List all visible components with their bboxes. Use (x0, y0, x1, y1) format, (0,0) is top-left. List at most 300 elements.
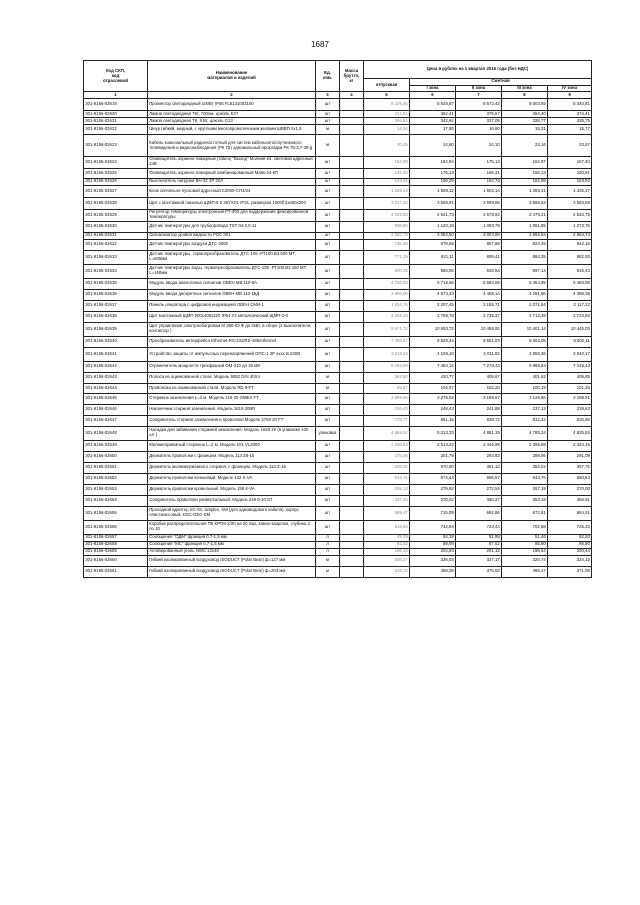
row-price-zone-3: 320,74 (502, 555, 548, 566)
row-price-release: 306,27 (364, 555, 410, 566)
table-row (84, 264, 592, 278)
row-price-zone-4: 239,63 (548, 404, 592, 415)
row-price-zone-4: 3 583,59 (548, 197, 592, 209)
row-price-zone-2: 8 651,03 (456, 336, 502, 347)
row-name: Соединитель проволоки универсальный. Модель 249 8-10 ST (148, 495, 316, 506)
table-row (84, 111, 592, 118)
header-row-1 (84, 61, 592, 79)
row-price-zone-1: 2 768,78 (410, 311, 456, 322)
table-row (84, 232, 592, 239)
row-price-zone-2: 360,27 (456, 495, 502, 506)
row-mass (340, 99, 364, 111)
row-code: 301-8156-02648 (84, 426, 148, 440)
row-price-zone-2: 337,05 (456, 118, 502, 125)
row-unit: упаковка (316, 426, 340, 440)
row-price-zone-3: 237,13 (502, 404, 548, 415)
row-price-release: 145,32 (364, 168, 410, 178)
row-mass (340, 125, 364, 135)
row-unit: м (316, 135, 340, 157)
row-price-zone-2: 3 189,67 (456, 393, 502, 404)
row-price-zone-2: 2 446,98 (456, 440, 502, 451)
row-price-zone-3: 156,13 (502, 168, 548, 178)
row-price-zone-3: 824,45 (502, 239, 548, 250)
row-mass (340, 426, 364, 440)
row-price-zone-4: 291,09 (548, 451, 592, 462)
column-number-row (84, 92, 592, 99)
row-unit: шт (316, 239, 340, 250)
row-name: Шнур гибкий, медный, с круглыми многопроволочными жилами ШВВП 2х1,5 (148, 125, 316, 135)
row-name: Соединитель стержня заземления и проволоки Модель 2760 20 FT (148, 415, 316, 426)
row-price-zone-3: 198,54 (502, 548, 548, 555)
row-code: 301-8156-02635 (84, 278, 148, 289)
row-price-zone-4: 15,77 (548, 125, 592, 135)
row-price-zone-3: 23,16 (502, 135, 548, 157)
row-unit: шт (316, 336, 340, 347)
row-price-zone-3: 643,76 (502, 473, 548, 484)
row-code: 301-8156-02654 (84, 495, 148, 506)
row-price-zone-2: 475,52 (456, 566, 502, 577)
row-name: Датчик температуры воздуха ДТС-3005 (148, 239, 316, 250)
row-price-zone-2: 2 578,92 (456, 209, 502, 221)
row-mass (340, 484, 364, 495)
table-row (84, 322, 592, 336)
row-price-zone-1: 3 668,91 (410, 197, 456, 209)
page-number: 1687 (311, 40, 329, 49)
row-mass (340, 111, 364, 118)
row-price-zone-4: 167,40 (548, 157, 592, 169)
row-name: Датчик температуры, термопреобразователь ДТС-105 -РТ100.В3.500 МТ, L=500мм (148, 250, 316, 264)
row-code: 301-8156-02637 (84, 300, 148, 311)
header-name: Наименование материалов и изделий (148, 61, 316, 92)
row-price-zone-1: 176,13 (410, 168, 456, 178)
row-price-release: 337,25 (364, 495, 410, 506)
row-code: 301-8156-02652 (84, 473, 148, 484)
header-zone-2: II зона (456, 85, 502, 92)
row-price-release: 14,94 (364, 125, 410, 135)
row-price-zone-1: 370,02 (410, 495, 456, 506)
row-unit: м (316, 125, 340, 135)
row-price-zone-4: 2 424,15 (548, 440, 592, 451)
row-price-zone-2: 175,13 (456, 157, 502, 169)
row-price-zone-3: 267,19 (502, 484, 548, 495)
row-code: 301-8156-02636 (84, 289, 148, 300)
row-price-zone-3: 6 995,53 (502, 361, 548, 372)
row-price-release: 1 834,76 (364, 300, 410, 311)
row-mass (340, 197, 364, 209)
row-unit: шт (316, 111, 340, 118)
row-price-zone-2: 7 278,43 (456, 361, 502, 372)
row-price-release: 2 580,79 (364, 232, 410, 239)
row-name: Лампа светодиодная Т8, 9 Вт, цоколь G13 (148, 118, 316, 125)
row-mass (340, 541, 364, 548)
row-code: 301-8156-02628 (84, 197, 148, 209)
table-row (84, 440, 592, 451)
row-mass (340, 185, 364, 197)
row-name: Наконечник стержня заземления. Модель 1819 20BR (148, 404, 316, 415)
row-mass (340, 451, 364, 462)
row-code: 301-8156-02650 (84, 451, 148, 462)
row-name: Проходной адаптер SC-SC simplex, SM (для одномодового кабеля), корпус пластмассовый, DSC-DSC-SM (148, 506, 316, 520)
row-price-zone-2: 1 502,14 (456, 185, 502, 197)
row-price-zone-1: 204,93 (410, 548, 456, 555)
row-mass (340, 473, 364, 484)
row-price-release: 49,39 (364, 534, 410, 541)
row-code: 301-8156-02639 (84, 322, 148, 336)
row-price-zone-4: 2 954,74 (548, 232, 592, 239)
row-name: Гибкий изолированный воздуховод ISODUCT (Polar Bear) ф=127 мм (148, 555, 316, 566)
row-unit: шт (316, 250, 340, 264)
row-code: 301-8156-02660 (84, 555, 148, 566)
row-unit: шт (316, 520, 340, 534)
table-row (84, 383, 592, 393)
row-mass (340, 372, 364, 383)
row-price-zone-4: 200,44 (548, 548, 592, 555)
row-price-zone-1: 184,94 (410, 157, 456, 169)
row-price-zone-3: 2 892,54 (502, 232, 548, 239)
row-name: Выключатель нагрузки ВН-32 2Р 20А (148, 178, 316, 185)
row-price-zone-1: 248,43 (410, 404, 456, 415)
row-price-release: 3 413,44 (364, 347, 410, 361)
table-row (84, 426, 592, 440)
row-mass (340, 440, 364, 451)
row-mass (340, 289, 364, 300)
row-price-zone-2: 24,10 (456, 135, 502, 157)
row-code: 301-8156-02626 (84, 178, 148, 185)
row-price-release: 363,50 (364, 372, 410, 383)
table-row (84, 541, 592, 548)
row-code: 301-8156-02643 (84, 372, 148, 383)
row-price-zone-3: 3 568,53 (502, 197, 548, 209)
row-price-release: 3 800,00 (364, 289, 410, 300)
row-name: Блок сигнально-пусковой адресный С2000-СП4/24 (148, 185, 316, 197)
row-price-zone-4: 4 388,38 (548, 289, 592, 300)
row-unit: шт (316, 278, 340, 289)
row-name: Коробка распределительная ПК КРТМ-2/20 на 20 пар, замок-защелка, глубина 2 по 10 (148, 520, 316, 534)
row-price-release: 255,13 (364, 484, 410, 495)
row-price-release: 589,47 (364, 506, 410, 520)
row-price-zone-3: 2 071,64 (502, 300, 548, 311)
row-unit: м (316, 555, 340, 566)
row-price-zone-3: 8 503,55 (502, 99, 548, 111)
row-price-zone-3: 353,19 (502, 495, 548, 506)
table-row (84, 278, 592, 289)
row-price-zone-1: 420,77 (410, 372, 456, 383)
row-name: Датчик температуры воды, термопреобразователь ДТС-105 -РТ100.В3.160 МТ, L=160мм (148, 264, 316, 278)
row-price-zone-4: 8 340,81 (548, 99, 592, 111)
row-code: 301-8156-02622 (84, 125, 148, 135)
row-price-zone-4: 7 149,44 (548, 361, 592, 372)
row-mass (340, 232, 364, 239)
row-price-zone-1: 54,18 (410, 534, 456, 541)
row-price-zone-1: 342,92 (410, 118, 456, 125)
row-code: 301-8156-02658 (84, 541, 148, 548)
row-price-zone-4: 52,53 (548, 534, 592, 541)
row-code: 301-8156-02625 (84, 168, 148, 178)
header-release: отпускная (364, 78, 410, 91)
row-price-zone-4: 23,67 (548, 135, 592, 157)
row-price-release: 82,02 (364, 541, 410, 548)
row-price-zone-3: 2 479,21 (502, 209, 548, 221)
row-price-zone-3: 672,81 (502, 506, 548, 520)
row-price-release: 1 268,14 (364, 185, 410, 197)
table-row (84, 157, 592, 169)
row-code: 301-8156-02634 (84, 264, 148, 278)
row-price-zone-3: 2 712,48 (502, 311, 548, 322)
row-unit: шт (316, 322, 340, 336)
row-name: Щит управления электрообогревом М 380-03 Ф до 3кВт, в сборе (2 выключателя, контактор ) (148, 322, 316, 336)
row-price-zone-1: 3 276,02 (410, 393, 456, 404)
row-price-zone-4: 471,08 (548, 566, 592, 577)
row-name: Молниеприемный стержень L=2 м. Модель 101 VL2000 (148, 440, 316, 451)
table-row (84, 168, 592, 178)
header-price-group: Цена в рублях на 1 квартал 2016 года (без НДС) (364, 61, 592, 79)
row-code: 301-8156-02656 (84, 520, 148, 534)
row-price-zone-3: 401,62 (502, 372, 548, 383)
row-mass (340, 495, 364, 506)
row-mass (340, 347, 364, 361)
row-price-zone-1: 156,29 (410, 178, 456, 185)
table-row (84, 99, 592, 111)
row-price-zone-1: 1 599,12 (410, 185, 456, 197)
table-row (84, 473, 592, 484)
table-row (84, 520, 592, 534)
row-code: 301-8156-02632 (84, 239, 148, 250)
row-name: Насадка для забивания стержней заземления. Модель 1820 20 (в упаковке 100 шт ) (148, 426, 316, 440)
row-name: Лампа светодиодная 79т, 700лм, цоколь Е27 (148, 111, 316, 118)
row-name: Сообщения "ОДМ" фракция 0,7-1,5 мм (148, 534, 316, 541)
table-body (84, 99, 592, 578)
row-price-zone-1: 3 082,50 (410, 232, 456, 239)
row-price-zone-2: 293,83 (456, 451, 502, 462)
row-price-zone-2: 828,72 (456, 415, 502, 426)
row-price-zone-1: 2 641,73 (410, 209, 456, 221)
row-mass (340, 264, 364, 278)
row-mass (340, 548, 364, 555)
table-row (84, 221, 592, 232)
table-row (84, 209, 592, 221)
row-unit: шт (316, 300, 340, 311)
row-price-zone-1: 1 120,18 (410, 221, 456, 232)
row-price-zone-4: 153,93 (548, 178, 592, 185)
row-price-zone-2: 361,12 (456, 462, 502, 473)
row-name: Активированный уголь NWC 12х40 (148, 548, 316, 555)
row-price-release: 275,05 (364, 451, 410, 462)
row-price-zone-4: 101,25 (548, 383, 592, 393)
row-price-zone-2: 857,89 (456, 239, 502, 250)
row-mass (340, 404, 364, 415)
row-price-zone-4: 2 533,75 (548, 209, 592, 221)
row-mass (340, 311, 364, 322)
row-price-release: 7 486,47 (364, 336, 410, 347)
row-price-zone-4: 357,75 (548, 462, 592, 473)
row-name: Преобразователь интерфейса Ethernet-RS-232/RS-485/ethernet (148, 336, 316, 347)
row-mass (340, 118, 364, 125)
row-price-zone-2: 409,67 (456, 372, 502, 383)
header-code: Код СКП, код отраслевой (84, 61, 148, 92)
row-price-zone-4: 356,91 (548, 495, 592, 506)
row-mass (340, 506, 364, 520)
table-row (84, 506, 592, 520)
row-mass (340, 178, 364, 185)
row-code: 301-8156-02661 (84, 566, 148, 577)
column-number: 3 (316, 92, 340, 99)
row-price-zone-4: 86,80 (548, 541, 592, 548)
row-code: 301-8156-02621 (84, 118, 148, 125)
row-name: Проволока из оцинкованной стали. Модель RD 8-FT (148, 383, 316, 393)
row-unit: шт (316, 451, 340, 462)
row-code: 301-8156-02653 (84, 484, 148, 495)
row-code: 301-8156-02649 (84, 440, 148, 451)
row-price-release: 20,45 (364, 135, 410, 157)
row-price-zone-2: 723,44 (456, 520, 502, 534)
table-row (84, 462, 592, 473)
row-mass (340, 168, 364, 178)
row-name: Устройство защиты от импульсных перенапряжений ОПС-1 3Р хххх В 230В (148, 347, 316, 361)
row-price-zone-2: 375,67 (456, 111, 502, 118)
row-price-zone-2: 102,20 (456, 383, 502, 393)
row-price-zone-1: 715,09 (410, 506, 456, 520)
row-code: 301-8156-02629 (84, 209, 148, 221)
row-price-release: 2 290,64 (364, 440, 410, 451)
row-price-zone-1: 851,15 (410, 415, 456, 426)
row-price-zone-3: 328,77 (502, 118, 548, 125)
row-name: Сигнализатор уровня жидкости РОС 301 (148, 232, 316, 239)
row-code: 301-8156-02641 (84, 347, 148, 361)
table-row (84, 118, 592, 125)
row-mass (340, 221, 364, 232)
row-price-zone-1: 956,06 (410, 264, 456, 278)
row-price-zone-1: 4 573,33 (410, 289, 456, 300)
column-number: 2 (148, 92, 316, 99)
row-price-zone-3: 3 855,36 (502, 347, 548, 361)
row-price-release: 735,59 (364, 239, 410, 250)
row-price-release: 615,54 (364, 520, 410, 534)
row-price-zone-1: 104,97 (410, 383, 456, 393)
row-name: Датчик температуры для трубопровода TST 04-2,0-11 (148, 221, 316, 232)
row-price-zone-4: 3 159,91 (548, 393, 592, 404)
row-unit: шт (316, 361, 340, 372)
row-price-zone-1: 742,54 (410, 520, 456, 534)
row-code: 301-8156-02631 (84, 232, 148, 239)
row-code: 301-8156-02642 (84, 361, 148, 372)
row-price-release: 4 750,00 (364, 278, 410, 289)
row-price-zone-2: 154,74 (456, 178, 502, 185)
row-price-release: 775,77 (364, 415, 410, 426)
column-number: 8 (502, 92, 548, 99)
row-price-zone-1: 24,60 (410, 135, 456, 157)
row-price-zone-4: 160,81 (548, 168, 592, 178)
row-name: Прожектор светодиодный 100Вт IP65 FL6131003100 (148, 99, 316, 111)
row-price-zone-3: 4 785,24 (502, 426, 548, 440)
row-price-zone-3: 897,14 (502, 264, 548, 278)
row-price-zone-3: 1 393,31 (502, 185, 548, 197)
row-price-zone-4: 270,00 (548, 484, 592, 495)
row-price-release: 6 193,68 (364, 361, 410, 372)
row-price-release: 95,67 (364, 383, 410, 393)
row-unit: л (316, 541, 340, 548)
row-unit: м (316, 372, 340, 383)
row-price-zone-4: 2 117,22 (548, 300, 592, 311)
row-price-zone-3: 812,42 (502, 415, 548, 426)
row-price-zone-4: 820,98 (548, 415, 592, 426)
header-zone-4: IV зона (548, 85, 592, 92)
row-price-zone-2: 2 735,37 (456, 311, 502, 322)
row-unit: шт (316, 232, 340, 239)
row-unit: шт (316, 495, 340, 506)
row-price-zone-2: 4 011,82 (456, 347, 502, 361)
row-price-release: 8 226,46 (364, 99, 410, 111)
row-price-zone-4: 684,51 (548, 506, 592, 520)
row-code: 301-8156-02659 (84, 548, 148, 555)
row-price-zone-1: 5 013,33 (410, 426, 456, 440)
row-unit: шт (316, 462, 340, 473)
row-price-zone-2: 16,60 (456, 125, 502, 135)
row-price-zone-1: 2 207,45 (410, 300, 456, 311)
row-price-zone-3: 10 401,14 (502, 322, 548, 336)
row-price-zone-3: 51,46 (502, 534, 548, 541)
row-name: Щит с монтажной панелью ЩМП-5-0 36УХЛ1 IP31, размером 1000(h)х650х300 (148, 197, 316, 209)
table-row (84, 451, 592, 462)
row-unit: шт (316, 393, 340, 404)
table-row (84, 250, 592, 264)
row-price-zone-3: 3 126,86 (502, 393, 548, 404)
row-mass (340, 336, 364, 347)
row-price-release: 800,45 (364, 264, 410, 278)
table-row (84, 548, 592, 555)
row-mass (340, 278, 364, 289)
header-mass: Масса брутто, кг (340, 61, 364, 92)
row-price-zone-2: 4 881,19 (456, 426, 502, 440)
row-price-zone-2: 166,31 (456, 168, 502, 178)
row-code: 301-8156-02645 (84, 393, 148, 404)
row-price-release: 2 445,43 (364, 311, 410, 322)
row-unit: шт (316, 168, 340, 178)
row-mass (340, 250, 364, 264)
row-mass (340, 555, 364, 566)
row-price-zone-4: 5 483,98 (548, 278, 592, 289)
row-name: Оповещатель охранно-пожарный комбинированный Маяк-24-КП (148, 168, 316, 178)
row-name: Держатель молниеприемного стержня, с фланцем. Модель 113 Z-16 (148, 462, 316, 473)
row-unit: шт (316, 264, 340, 278)
header-zone-3: III зона (502, 85, 548, 92)
row-price-zone-3: 100,19 (502, 383, 548, 393)
row-name: Модуль ввода дискретных сигналов ОВЕН МВ 110-16Д (148, 289, 316, 300)
row-price-release: 9 571,72 (364, 322, 410, 336)
row-price-zone-4: 2 723,93 (548, 311, 592, 322)
table-row (84, 372, 592, 383)
row-price-release: 341,81 (364, 111, 410, 118)
row-price-zone-3: 1 051,85 (502, 221, 548, 232)
row-unit: шт (316, 484, 340, 495)
row-name: Ограничитель мощности трехфазный ОМ-310 до 30 кВт (148, 361, 316, 372)
row-price-release: 152,99 (364, 157, 410, 169)
row-code: 301-8156-02644 (84, 383, 148, 393)
table-row (84, 484, 592, 495)
row-price-zone-3: 702,68 (502, 520, 548, 534)
row-unit: шт (316, 99, 340, 111)
row-name: Держатель проволоки с фланцем. Модель 113 Z8-10 (148, 451, 316, 462)
row-mass (340, 135, 364, 157)
row-price-zone-3: 864,35 (502, 250, 548, 264)
table-row (84, 289, 592, 300)
table-row (84, 311, 592, 322)
row-code: 301-8156-02624 (84, 157, 148, 169)
row-price-zone-1: 279,92 (410, 484, 456, 495)
row-price-zone-4: 4 835,84 (548, 426, 592, 440)
column-number: 7 (456, 92, 502, 99)
row-price-zone-1: 5 718,66 (410, 278, 456, 289)
table-row (84, 393, 592, 404)
